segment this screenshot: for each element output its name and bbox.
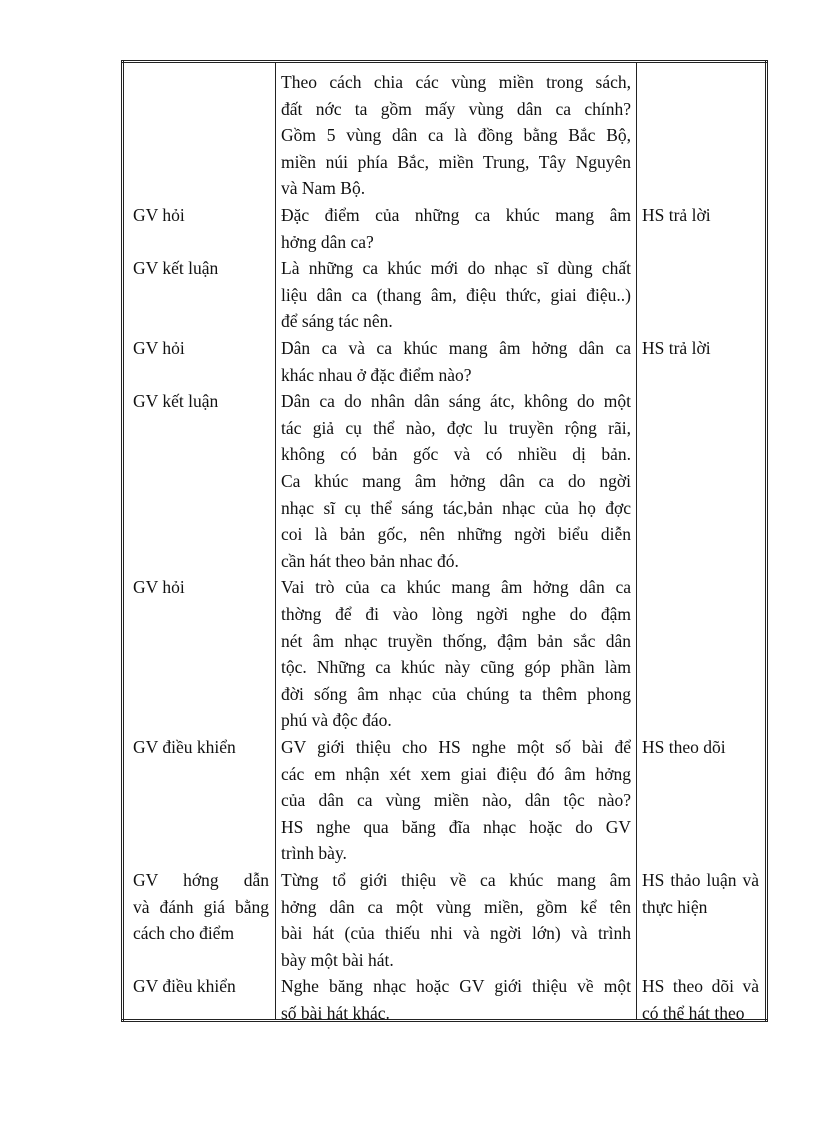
- teacher-cell-line: cách cho điểm: [133, 923, 235, 944]
- content-line: để sáng tác nên.: [281, 311, 393, 332]
- student-cell-line: HS trả lời: [642, 338, 711, 358]
- content-line: tộc. Những ca khúc này cũng góp phần làm: [281, 657, 631, 678]
- student-cell-line: HS theo dõi và: [642, 976, 759, 997]
- lesson-table: [121, 60, 768, 1022]
- content-line: thờng để đi vào lòng ngời nghe do đậm: [281, 604, 631, 624]
- teacher-cell-line: GV điều khiển: [133, 976, 236, 997]
- lesson-content-column: [276, 62, 637, 1021]
- content-line: Từng tổ giới thiệu về ca khúc mang âm: [281, 870, 631, 890]
- content-line: các em nhận xét xem giai điệu đó âm hởng: [281, 763, 631, 784]
- content-line: liệu dân ca (thang âm, điệu thức, giai điệu..): [281, 284, 631, 305]
- content-line: Vai trò của ca khúc mang âm hởng dân ca: [281, 577, 631, 598]
- content-line: bày một bài hát.: [281, 949, 394, 970]
- teacher-cell-line: và đánh giá bằng: [133, 896, 269, 917]
- content-line: đời sống âm nhạc của chúng ta thêm phong: [281, 683, 631, 704]
- content-line: Theo cách chia các vùng miền trong sách,: [281, 72, 631, 92]
- student-cell-line: HS trả lời: [642, 205, 711, 225]
- content-line: nét âm nhạc truyền thống, đậm bản sắc dân: [281, 630, 631, 651]
- content-line: Nghe băng nhạc hoặc GV giới thiệu về một: [281, 976, 631, 997]
- content-line: coi là bản gốc, nên những ngời biểu diễn: [281, 524, 631, 545]
- teacher-cell-line: GV hỏi: [133, 577, 185, 598]
- content-line: Là những ca khúc mới do nhạc sĩ dùng chất: [281, 258, 631, 279]
- content-line: tác giả cụ thể nào, đợc lu truyền rộng rãi,: [281, 417, 631, 438]
- teacher-cell-line: GV kết luận: [133, 258, 219, 279]
- teacher-cell-line: GV kết luận: [133, 391, 219, 412]
- content-line: Đặc điểm của những ca khúc mang âm: [281, 205, 631, 225]
- content-line: cần hát theo bản nhac đó.: [281, 550, 459, 571]
- content-line: Ca khúc mang âm hởng dân ca do ngời: [281, 471, 631, 491]
- content-line: đất nớc ta gồm mấy vùng dân ca chính?: [281, 98, 631, 119]
- content-line: hởng dân ca?: [281, 231, 374, 252]
- student-activity-column: [637, 62, 767, 1021]
- content-line: Dân ca và ca khúc mang âm hởng dân ca: [281, 338, 631, 358]
- content-line: và Nam Bộ.: [281, 178, 366, 199]
- student-cell-line: HS theo dõi: [642, 737, 726, 757]
- content-line: của dân ca vùng miền nào, dân tộc nào?: [281, 790, 631, 811]
- content-line: Dân ca do nhân dân sáng átc, không do một: [281, 391, 631, 412]
- content-line: bài hát (của thiếu nhi và ngời lớn) và trình: [281, 923, 631, 944]
- content-line: trình bày.: [281, 843, 347, 864]
- table-row: [123, 62, 767, 1021]
- student-cell-line: HS thảo luận và: [642, 870, 759, 890]
- content-line: miền núi phía Bắc, miền Trung, Tây Nguyên: [281, 151, 631, 172]
- content-line: hởng dân ca một vùng miền, gồm kể tên: [281, 896, 631, 917]
- teacher-cell-line: GV hớng dẫn: [133, 870, 269, 890]
- teacher-cell-line: GV điều khiển: [133, 737, 236, 757]
- content-line: không có bản gốc và có nhiều dị bản.: [281, 444, 631, 465]
- content-line: khác nhau ở đặc điểm nào?: [281, 364, 472, 385]
- student-cell-line: thực hiện: [642, 896, 708, 917]
- teacher-cell-line: GV hỏi: [133, 205, 185, 225]
- content-line: phú và độc đáo.: [281, 710, 392, 731]
- content-line: nhạc sĩ cụ thể sáng tác,bản nhạc của họ đợc: [281, 497, 631, 518]
- content-line: số bài hát khác.: [281, 1003, 390, 1023]
- content-line: Gồm 5 vùng dân ca là đồng bằng Bắc Bộ,: [281, 125, 631, 146]
- teacher-activity-column: [123, 62, 276, 1021]
- content-line: GV giới thiệu cho HS nghe một số bài để: [281, 737, 631, 757]
- content-line: HS nghe qua băng đĩa nhạc hoặc do GV: [281, 816, 631, 837]
- teacher-cell-line: GV hỏi: [133, 338, 185, 358]
- student-cell-line: có thể hát theo: [642, 1003, 745, 1023]
